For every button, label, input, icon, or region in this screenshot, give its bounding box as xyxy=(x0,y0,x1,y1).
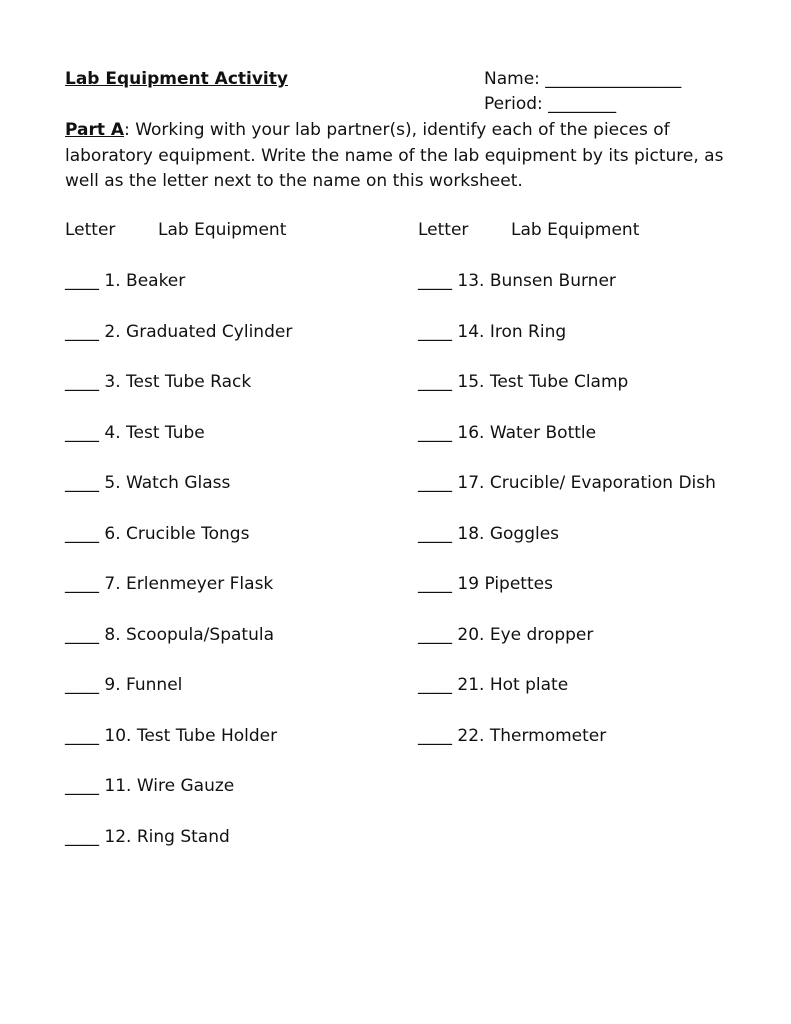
equipment-label: 7. Erlenmeyer Flask xyxy=(104,574,274,594)
answer-blank: ____ xyxy=(418,372,452,392)
answer-blank: ____ xyxy=(65,321,99,342)
equipment-label: 11. Wire Gauze xyxy=(104,776,235,796)
equipment-item xyxy=(65,523,249,545)
answer-blank: ____ xyxy=(418,675,452,695)
answer-blank: ____ xyxy=(65,826,99,847)
name-field-line: Name: ________________ xyxy=(484,69,682,89)
answer-blank: ____ xyxy=(65,473,99,493)
instructions-paragraph xyxy=(65,118,745,195)
equipment-label: 16. Water Bottle xyxy=(457,422,597,443)
equipment-label: 14. Iron Ring xyxy=(457,321,567,342)
equipment-item xyxy=(418,472,716,494)
equipment-item xyxy=(65,472,230,494)
equipment-item xyxy=(65,674,182,696)
equipment-item xyxy=(65,321,292,343)
period-field-line: Period: ________ xyxy=(484,94,617,114)
equipment-label: 10. Test Tube Holder xyxy=(104,725,278,746)
equipment-label: 18. Goggles xyxy=(457,523,560,544)
equipment-item xyxy=(418,422,596,444)
instructions-text: : Working with your lab partner(s), identify each of the pieces of laboratory equipment. Write the name of the lab equipment by its picture, as well as the letter next to the name on this worksheet. xyxy=(65,120,724,191)
equipment-label: 22. Thermometer xyxy=(457,725,607,746)
equipment-item xyxy=(418,371,628,393)
equipment-label: 17. Crucible/ Evaporation Dish xyxy=(457,473,716,493)
equipment-label: 6. Crucible Tongs xyxy=(104,523,250,544)
equipment-label: 1. Beaker xyxy=(104,271,186,291)
equipment-label: 12. Ring Stand xyxy=(104,826,230,847)
equipment-item xyxy=(65,775,234,797)
equipment-item xyxy=(418,624,593,646)
answer-blank: ____ xyxy=(65,624,99,645)
answer-blank: ____ xyxy=(418,574,452,594)
left-letter-header: Letter xyxy=(65,220,116,240)
answer-blank: ____ xyxy=(418,725,452,746)
answer-blank: ____ xyxy=(418,523,452,544)
equipment-label: 21. Hot plate xyxy=(457,675,569,695)
equipment-label: 13. Bunsen Burner xyxy=(457,271,616,291)
equipment-item xyxy=(418,674,568,696)
equipment-label: 20. Eye dropper xyxy=(457,624,594,645)
answer-blank: ____ xyxy=(418,321,452,342)
answer-blank: ____ xyxy=(65,271,99,291)
part-a-label: Part A xyxy=(65,120,125,140)
worksheet-title: Lab Equipment Activity xyxy=(65,69,288,89)
equipment-item xyxy=(418,270,616,292)
equipment-label: 9. Funnel xyxy=(104,675,183,695)
right-equipment-header: Lab Equipment xyxy=(511,220,640,240)
equipment-item xyxy=(418,573,553,595)
answer-blank: ____ xyxy=(65,372,99,392)
equipment-label: 8. Scoopula/Spatula xyxy=(104,624,274,645)
equipment-label: 2. Graduated Cylinder xyxy=(104,321,293,342)
equipment-label: 19 Pipettes xyxy=(457,574,553,594)
equipment-item xyxy=(65,725,277,747)
equipment-label: 15. Test Tube Clamp xyxy=(457,372,629,392)
answer-blank: ____ xyxy=(418,473,452,493)
answer-blank: ____ xyxy=(418,422,452,443)
left-equipment-header: Lab Equipment xyxy=(158,220,287,240)
equipment-item xyxy=(65,624,274,646)
answer-blank: ____ xyxy=(418,271,452,291)
equipment-label: 4. Test Tube xyxy=(104,422,205,443)
answer-blank: ____ xyxy=(65,523,99,544)
equipment-item xyxy=(65,826,230,848)
equipment-item xyxy=(418,321,566,343)
equipment-item xyxy=(65,422,205,444)
equipment-item xyxy=(65,371,251,393)
answer-blank: ____ xyxy=(65,422,99,443)
answer-blank: ____ xyxy=(65,776,99,796)
equipment-label: 5. Watch Glass xyxy=(104,473,231,493)
right-letter-header: Letter xyxy=(418,220,469,240)
answer-blank: ____ xyxy=(65,725,99,746)
equipment-item xyxy=(418,725,606,747)
equipment-item xyxy=(65,270,185,292)
answer-blank: ____ xyxy=(418,624,452,645)
equipment-item xyxy=(65,573,273,595)
answer-blank: ____ xyxy=(65,675,99,695)
equipment-item xyxy=(418,523,559,545)
answer-blank: ____ xyxy=(65,574,99,594)
equipment-label: 3. Test Tube Rack xyxy=(104,372,252,392)
